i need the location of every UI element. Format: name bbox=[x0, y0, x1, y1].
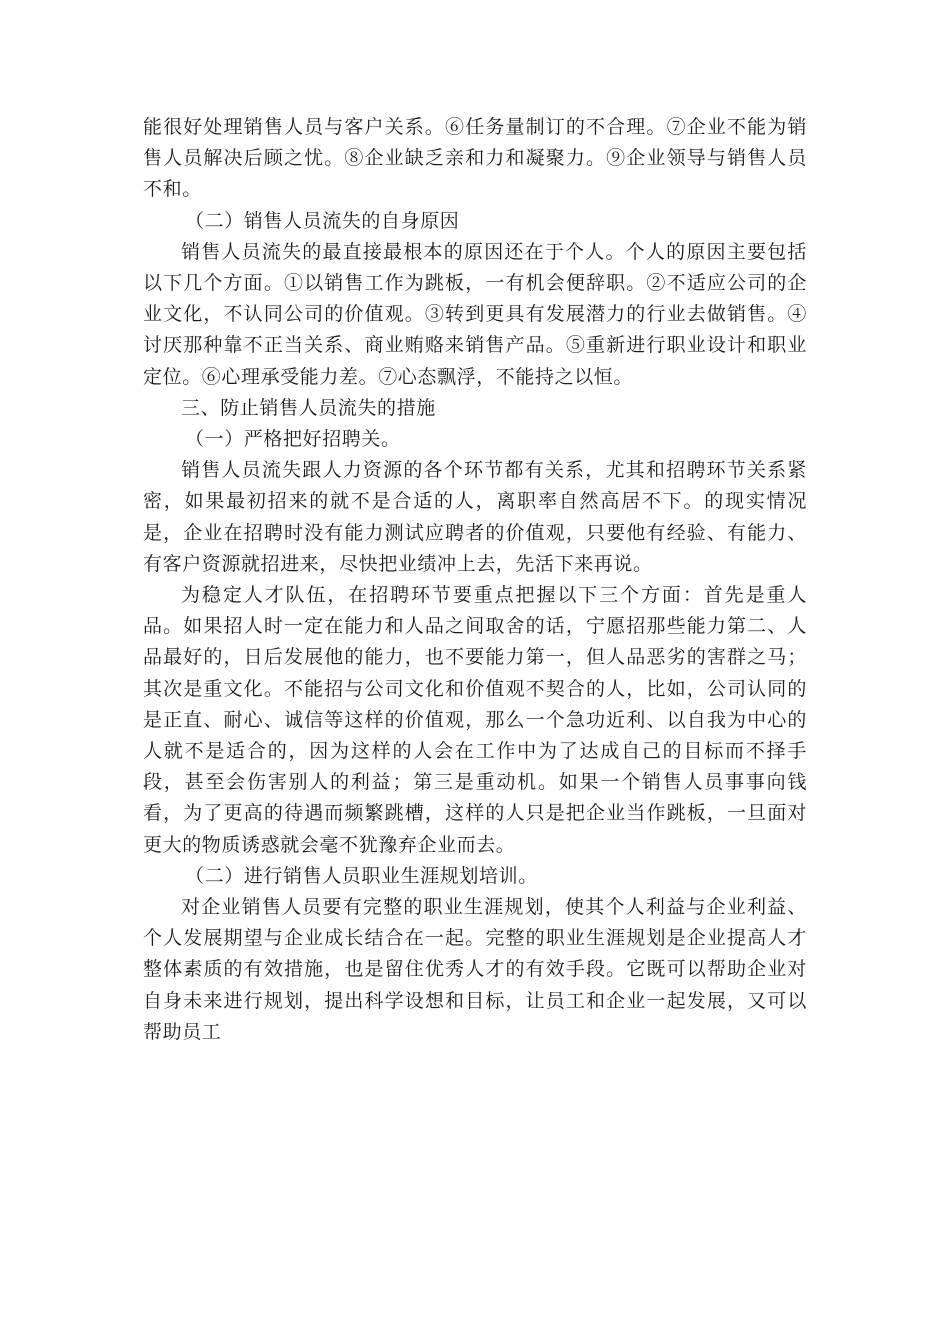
heading-prevention-measures: 三、防止销售人员流失的措施 bbox=[181, 396, 436, 419]
paragraph-recruitment-1: 销售人员流失跟人力资源的各个环节都有关系，尤其和招聘环节关系紧密，如果最初招来的就不是合适的人，离职率自然高居不下。的现实情况是，企业在招聘时没有能力测试应聘者的价值观，只要他有经验、有能力、有客户资源就招进来，尽快把业绩冲上去，先活下来再说。 bbox=[143, 459, 807, 575]
subheading-career-planning: （二）进行销售人员职业生涯规划培训。 bbox=[185, 864, 538, 887]
paragraph-self-reasons: 销售人员流失的最直接最根本的原因还在于个人。个人的原因主要包括以下几个方面。①以销售工作为跳板，一有机会便辞职。②不适应公司的企业文化，不认同公司的价值观。③转到更具有发展潜力的行业去做销售。④讨厌那种靠不正当关系、商业贿赂来销售产品。⑤重新进行职业设计和职业定位。⑥心理承受能力差。⑦心态飘浮，不能持之以恒。 bbox=[143, 240, 807, 388]
paragraph-recruitment-2: 为稳定人才队伍，在招聘环节要重点把握以下三个方面：首先是重人品。如果招人时一定在能力和人品之间取舍的话，宁愿招那些能力第二、人品最好的，日后发展他的能力，也不要能力第一，但人品恶劣的害群之马；其次是重文化。不能招与公司文化和价值观不契合的人，比如，公司认同的是正直、耐心、诚信等这样的价值观，那么一个急功近利、以自我为中心的人就不是适合的，因为这样的人会在工作中为了达成自己的目标而不择手段，甚至会伤害别人的利益；第三是重动机。如果一个销售人员事事向钱看，为了更高的待遇而频繁跳槽，这样的人只是把企业当作跳板，一旦面对更大的物质诱惑就会毫不犹豫弃企业而去。 bbox=[143, 584, 807, 856]
subheading-recruitment: （一）严格把好招聘关。 bbox=[185, 428, 401, 451]
document-page bbox=[143, 112, 807, 1048]
paragraph-career-planning: 对企业销售人员要有完整的职业生涯规划，使其个人利益与企业利益、个人发展期望与企业成长结合在一起。完整的职业生涯规划是企业提高人才整体素质的有效措施，也是留住优秀人才的有效手段。它既可以帮助企业对自身未来进行规划，提出科学设想和目标，让员工和企业一起发展，又可以帮助员工 bbox=[143, 896, 807, 1043]
subheading-self-reasons: （二）销售人员流失的自身原因 bbox=[185, 209, 460, 232]
paragraph-continuation: 能很好处理销售人员与客户关系。⑥任务量制订的不合理。⑦企业不能为销售人员解决后顾之忧。⑧企业缺乏亲和力和凝聚力。⑨企业领导与销售人员不和。 bbox=[143, 116, 807, 201]
